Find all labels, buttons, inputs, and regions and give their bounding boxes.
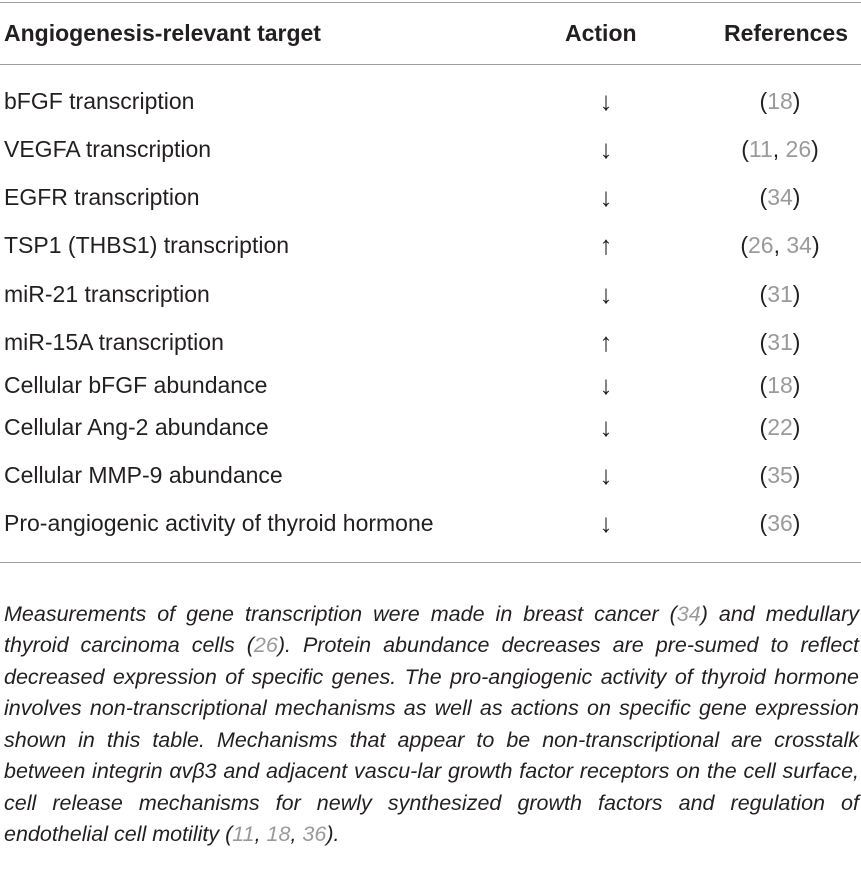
header-action: Action bbox=[565, 20, 637, 46]
reference-link[interactable]: 11 bbox=[748, 136, 773, 162]
footnote-text: Measurements of gene transcription were made in breast cancer ( bbox=[4, 601, 677, 626]
table-row bbox=[0, 370, 861, 400]
table-row bbox=[0, 327, 861, 357]
table-footnote bbox=[4, 599, 859, 851]
footnote-separator: , bbox=[254, 822, 267, 846]
footnote-ref-link[interactable]: 36 bbox=[302, 822, 327, 846]
row-references: (34) bbox=[759, 184, 801, 210]
footnote-ref-link[interactable]: 26 bbox=[253, 633, 278, 657]
row-references: (36) bbox=[759, 510, 801, 536]
row-references: (31) bbox=[759, 329, 801, 355]
footnote-text: ). bbox=[326, 822, 340, 846]
footnote-ref-link[interactable]: 11 bbox=[232, 822, 255, 846]
reference-link[interactable]: 31 bbox=[767, 329, 793, 355]
reference-link[interactable]: 22 bbox=[767, 414, 793, 440]
footnote-text: ) and medullary thyroid carcinoma cells ( bbox=[4, 601, 859, 657]
up-arrow-icon: ↑ bbox=[599, 327, 613, 357]
table-row bbox=[0, 86, 861, 116]
row-target: Cellular bFGF abundance bbox=[4, 372, 268, 398]
row-target: miR-21 transcription bbox=[4, 281, 210, 307]
table-row bbox=[0, 134, 861, 164]
row-target: Cellular Ang-2 abundance bbox=[4, 414, 269, 440]
table-bottom-rule bbox=[0, 562, 861, 563]
table-row bbox=[0, 182, 861, 212]
table-row bbox=[0, 230, 861, 260]
down-arrow-icon: ↓ bbox=[599, 508, 613, 538]
footnote-ref-link[interactable]: 34 bbox=[676, 601, 701, 626]
row-references: (22) bbox=[759, 414, 801, 440]
footnote-ref-link[interactable]: 18 bbox=[266, 822, 291, 846]
down-arrow-icon: ↓ bbox=[599, 460, 613, 490]
reference-link[interactable]: 34 bbox=[786, 232, 812, 258]
reference-link[interactable]: 26 bbox=[785, 136, 812, 162]
down-arrow-icon: ↓ bbox=[599, 134, 613, 164]
row-references: (35) bbox=[759, 462, 801, 488]
reference-link[interactable]: 18 bbox=[767, 88, 793, 114]
footnote-separator: , bbox=[290, 822, 303, 846]
row-references: (18) bbox=[759, 88, 801, 114]
down-arrow-icon: ↓ bbox=[599, 412, 613, 442]
row-target: Pro-angiogenic activity of thyroid hormone bbox=[4, 510, 434, 536]
down-arrow-icon: ↓ bbox=[599, 182, 613, 212]
reference-link[interactable]: 36 bbox=[767, 510, 793, 536]
reference-link[interactable]: 31 bbox=[767, 281, 793, 307]
row-target: Cellular MMP-9 abundance bbox=[4, 462, 283, 488]
table-row bbox=[0, 412, 861, 442]
table-top-rule bbox=[0, 2, 861, 3]
down-arrow-icon: ↓ bbox=[599, 279, 613, 309]
header-target: Angiogenesis-relevant target bbox=[4, 20, 321, 46]
table-row bbox=[0, 508, 861, 538]
header-rule bbox=[0, 64, 861, 65]
row-references: (18) bbox=[759, 372, 801, 398]
row-target: TSP1 (THBS1) transcription bbox=[4, 232, 290, 258]
row-target: miR-15A transcription bbox=[4, 329, 224, 355]
reference-link[interactable]: 26 bbox=[748, 232, 774, 258]
row-references: (26, 34) bbox=[740, 232, 820, 258]
table-row bbox=[0, 460, 861, 490]
row-references: (11, 26) bbox=[741, 136, 819, 162]
footnote-text: ). Protein abundance decreases are pre-sumed to reflect decreased expression of specific genes. The pro-angiogenic activity of thyroid hormone involves non-transcriptional mechanisms as well as actions on specific gene expression shown in this table. Mechanisms that appear to be non-transcriptional are crosstalk between integrin αvβ3 and adjacent vascu-lar growth factor receptors on the cell surface, cell release mechanisms for newly synthesized growth factors and regulation of endothelial cell motility ( bbox=[4, 633, 860, 846]
down-arrow-icon: ↓ bbox=[599, 86, 613, 116]
down-arrow-icon: ↓ bbox=[599, 370, 613, 400]
up-arrow-icon: ↑ bbox=[599, 230, 613, 260]
reference-link[interactable]: 35 bbox=[767, 462, 793, 488]
reference-link[interactable]: 18 bbox=[767, 372, 793, 398]
row-target: VEGFA transcription bbox=[4, 136, 212, 162]
table-row bbox=[0, 279, 861, 309]
reference-link[interactable]: 34 bbox=[767, 184, 793, 210]
header-references: References bbox=[724, 20, 849, 46]
row-references: (31) bbox=[759, 281, 801, 307]
row-target: EGFR transcription bbox=[4, 184, 200, 210]
row-target: bFGF transcription bbox=[4, 88, 195, 114]
